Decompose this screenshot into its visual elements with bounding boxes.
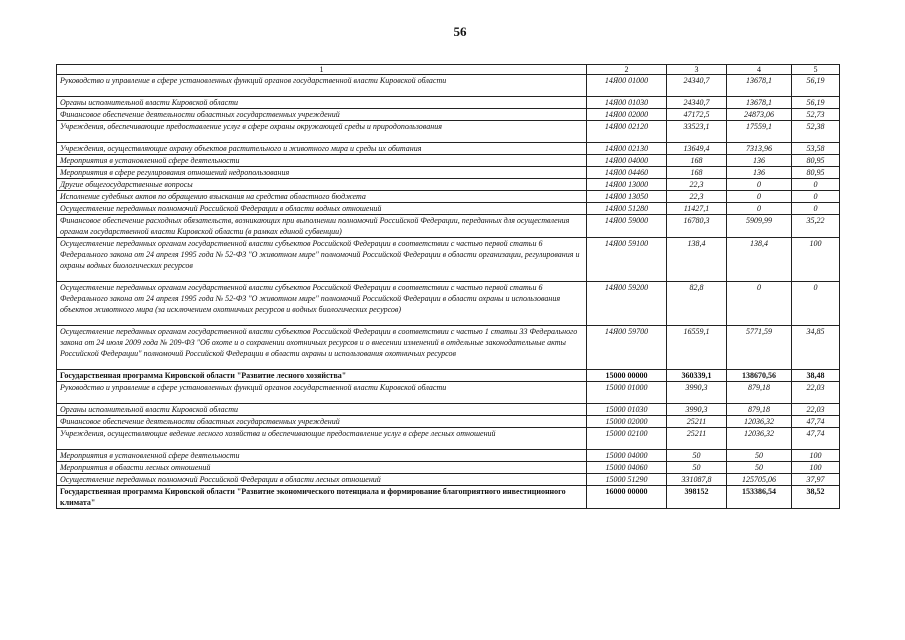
row-plan-cell: 25211 xyxy=(667,416,727,428)
row-percent-cell: 0 xyxy=(792,203,840,215)
row-plan-cell: 22,3 xyxy=(667,179,727,191)
row-plan-cell: 168 xyxy=(667,155,727,167)
row-name-cell: Учреждения, осуществляющие охрану объектов растительного и животного мира и среды их обитания xyxy=(57,143,587,155)
row-code-cell: 14Я00 01000 xyxy=(587,75,667,97)
column-header: 4 xyxy=(727,65,792,75)
table-row xyxy=(57,486,840,509)
table-row xyxy=(57,282,840,326)
row-actual-cell: 879,18 xyxy=(727,404,792,416)
table-row xyxy=(57,97,840,109)
row-plan-cell: 47172,5 xyxy=(667,109,727,121)
row-name-cell: Государственная программа Кировской области "Развитие экономического потенциала и формирование благоприятного инвестиционного климата" xyxy=(57,486,587,509)
row-code-cell: 15000 02100 xyxy=(587,428,667,450)
row-plan-cell: 3990,3 xyxy=(667,382,727,404)
column-header: 3 xyxy=(667,65,727,75)
row-percent-cell: 56,19 xyxy=(792,97,840,109)
column-header: 2 xyxy=(587,65,667,75)
row-percent-cell: 47,74 xyxy=(792,416,840,428)
row-plan-cell: 13649,4 xyxy=(667,143,727,155)
row-percent-cell: 80,95 xyxy=(792,167,840,179)
column-header: 1 xyxy=(57,65,587,75)
row-percent-cell: 100 xyxy=(792,462,840,474)
table-row xyxy=(57,167,840,179)
row-plan-cell: 24340,7 xyxy=(667,97,727,109)
row-code-cell: 15000 01000 xyxy=(587,382,667,404)
table-row xyxy=(57,416,840,428)
table-row xyxy=(57,370,840,382)
table-row xyxy=(57,462,840,474)
row-actual-cell: 0 xyxy=(727,282,792,326)
row-percent-cell: 53,58 xyxy=(792,143,840,155)
row-code-cell: 15000 04060 xyxy=(587,462,667,474)
row-percent-cell: 0 xyxy=(792,179,840,191)
row-percent-cell: 80,95 xyxy=(792,155,840,167)
row-actual-cell: 5909,99 xyxy=(727,215,792,238)
row-percent-cell: 22,03 xyxy=(792,404,840,416)
row-actual-cell: 24873,06 xyxy=(727,109,792,121)
row-actual-cell: 5771,59 xyxy=(727,326,792,370)
row-code-cell: 14Я00 59000 xyxy=(587,215,667,238)
row-percent-cell: 37,97 xyxy=(792,474,840,486)
row-percent-cell: 34,85 xyxy=(792,326,840,370)
row-plan-cell: 16559,1 xyxy=(667,326,727,370)
row-name-cell: Исполнение судебных актов по обращению взыскания на средства областного бюджета xyxy=(57,191,587,203)
table-row xyxy=(57,121,840,143)
row-name-cell: Мероприятия в установленной сфере деятельности xyxy=(57,450,587,462)
table-row xyxy=(57,155,840,167)
row-code-cell: 15000 04000 xyxy=(587,450,667,462)
row-actual-cell: 125705,06 xyxy=(727,474,792,486)
row-percent-cell: 56,19 xyxy=(792,75,840,97)
row-percent-cell: 22,03 xyxy=(792,382,840,404)
row-name-cell: Осуществление переданных органам государственной власти субъектов Российской Федерации в соответствии с частью первой статьи 6 Федерального закона от 24 апреля 1995 года № 52-ФЗ "О животном мире" полномочий Российской Федерации в области охраны и использования объектов животного мира (за исключением охотничьих ресурсов и водных биологических ресурсов) xyxy=(57,282,587,326)
row-actual-cell: 138670,56 xyxy=(727,370,792,382)
row-name-cell: Осуществление переданных полномочий Российской Федерации в области лесных отношений xyxy=(57,474,587,486)
row-actual-cell: 50 xyxy=(727,450,792,462)
row-name-cell: Органы исполнительной власти Кировской области xyxy=(57,97,587,109)
table-row xyxy=(57,238,840,282)
row-code-cell: 15000 01030 xyxy=(587,404,667,416)
table-row xyxy=(57,191,840,203)
row-percent-cell: 52,38 xyxy=(792,121,840,143)
row-name-cell: Учреждения, обеспечивающие предоставление услуг в сфере охраны окружающей среды и природопользования xyxy=(57,121,587,143)
table-row xyxy=(57,179,840,191)
row-actual-cell: 13678,1 xyxy=(727,75,792,97)
row-plan-cell: 82,8 xyxy=(667,282,727,326)
row-actual-cell: 13678,1 xyxy=(727,97,792,109)
row-percent-cell: 35,22 xyxy=(792,215,840,238)
row-code-cell: 14Я00 04000 xyxy=(587,155,667,167)
row-actual-cell: 879,18 xyxy=(727,382,792,404)
row-percent-cell: 0 xyxy=(792,191,840,203)
row-name-cell: Мероприятия в установленной сфере деятельности xyxy=(57,155,587,167)
row-plan-cell: 3990,3 xyxy=(667,404,727,416)
row-actual-cell: 12036,32 xyxy=(727,428,792,450)
table-row xyxy=(57,382,840,404)
row-plan-cell: 398152 xyxy=(667,486,727,509)
row-code-cell: 14Я00 02130 xyxy=(587,143,667,155)
row-actual-cell: 0 xyxy=(727,179,792,191)
row-percent-cell: 38,52 xyxy=(792,486,840,509)
table-body xyxy=(57,75,840,509)
row-plan-cell: 16780,3 xyxy=(667,215,727,238)
row-code-cell: 16000 00000 xyxy=(587,486,667,509)
row-plan-cell: 24340,7 xyxy=(667,75,727,97)
row-actual-cell: 17559,1 xyxy=(727,121,792,143)
row-plan-cell: 22,3 xyxy=(667,191,727,203)
row-code-cell: 15000 51290 xyxy=(587,474,667,486)
row-code-cell: 15000 00000 xyxy=(587,370,667,382)
row-percent-cell: 52,73 xyxy=(792,109,840,121)
row-percent-cell: 100 xyxy=(792,238,840,282)
row-name-cell: Осуществление переданных органам государственной власти субъектов Российской Федерации в соответствии с частью первой статьи 6 Федерального закона от 24 апреля 1995 года № 52-ФЗ "О животном мире" полномочий Российской Федерации в области организации, регулирования и охраны водных биологических ресурсов xyxy=(57,238,587,282)
row-actual-cell: 50 xyxy=(727,462,792,474)
row-code-cell: 14Я00 59700 xyxy=(587,326,667,370)
row-actual-cell: 136 xyxy=(727,167,792,179)
table-row xyxy=(57,75,840,97)
table-row xyxy=(57,143,840,155)
row-name-cell: Учреждения, осуществляющие ведение лесного хозяйства и обеспечивающие предоставление услуг в сфере лесных отношений xyxy=(57,428,587,450)
row-name-cell: Государственная программа Кировской области "Развитие лесного хозяйства" xyxy=(57,370,587,382)
row-code-cell: 14Я00 13050 xyxy=(587,191,667,203)
row-actual-cell: 12036,32 xyxy=(727,416,792,428)
row-name-cell: Мероприятия в области лесных отношений xyxy=(57,462,587,474)
row-percent-cell: 38,48 xyxy=(792,370,840,382)
row-plan-cell: 50 xyxy=(667,450,727,462)
row-name-cell: Финансовое обеспечение деятельности областных государственных учреждений xyxy=(57,109,587,121)
row-code-cell: 14Я00 59200 xyxy=(587,282,667,326)
row-actual-cell: 138,4 xyxy=(727,238,792,282)
row-name-cell: Органы исполнительной власти Кировской области xyxy=(57,404,587,416)
row-actual-cell: 136 xyxy=(727,155,792,167)
table-header-row xyxy=(57,65,840,75)
table-row xyxy=(57,404,840,416)
table-row xyxy=(57,450,840,462)
row-plan-cell: 360339,1 xyxy=(667,370,727,382)
table-row xyxy=(57,326,840,370)
row-plan-cell: 11427,1 xyxy=(667,203,727,215)
row-plan-cell: 168 xyxy=(667,167,727,179)
row-plan-cell: 33523,1 xyxy=(667,121,727,143)
row-plan-cell: 331087,8 xyxy=(667,474,727,486)
row-name-cell: Руководство и управление в сфере установленных функций органов государственной власти Кировской области xyxy=(57,75,587,97)
row-percent-cell: 47,74 xyxy=(792,428,840,450)
row-percent-cell: 100 xyxy=(792,450,840,462)
row-code-cell: 15000 02000 xyxy=(587,416,667,428)
table-row xyxy=(57,203,840,215)
table-row xyxy=(57,109,840,121)
row-actual-cell: 0 xyxy=(727,191,792,203)
row-plan-cell: 138,4 xyxy=(667,238,727,282)
row-name-cell: Осуществление переданных органам государственной власти субъектов Российской Федерации в соответствии с частью 1 статьи 33 Федерального закона от 24 июля 2009 года № 209-ФЗ "Об охоте и о сохранении охотничьих ресурсов и о внесении изменений в отдельные законодательные акты Российской Федерации" полномочий Российской Федерации в области охраны и использования охотничьих ресурсов xyxy=(57,326,587,370)
row-code-cell: 14Я00 01030 xyxy=(587,97,667,109)
row-code-cell: 14Я00 51280 xyxy=(587,203,667,215)
row-name-cell: Руководство и управление в сфере установленных функций органов государственной власти Кировской области xyxy=(57,382,587,404)
row-code-cell: 14Я00 13000 xyxy=(587,179,667,191)
row-actual-cell: 153386,54 xyxy=(727,486,792,509)
row-name-cell: Осуществление переданных полномочий Российской Федерации в области водных отношений xyxy=(57,203,587,215)
row-percent-cell: 0 xyxy=(792,282,840,326)
column-header: 5 xyxy=(792,65,840,75)
page-number: 56 xyxy=(453,24,467,39)
table-row xyxy=(57,428,840,450)
row-name-cell: Мероприятия в сфере регулирования отношений недропользования xyxy=(57,167,587,179)
row-actual-cell: 0 xyxy=(727,203,792,215)
row-name-cell: Финансовое обеспечение расходных обязательств, возникающих при выполнении полномочий Российской Федерации, переданных для осуществления органам государственной власти Кировской области (в рамках единой субвенции) xyxy=(57,215,587,238)
row-code-cell: 14Я00 02120 xyxy=(587,121,667,143)
table-row xyxy=(57,215,840,238)
row-code-cell: 14Я00 04460 xyxy=(587,167,667,179)
row-name-cell: Финансовое обеспечение деятельности областных государственных учреждений xyxy=(57,416,587,428)
row-actual-cell: 7313,96 xyxy=(727,143,792,155)
table-row xyxy=(57,474,840,486)
row-code-cell: 14Я00 02000 xyxy=(587,109,667,121)
row-plan-cell: 25211 xyxy=(667,428,727,450)
row-plan-cell: 50 xyxy=(667,462,727,474)
row-code-cell: 14Я00 59100 xyxy=(587,238,667,282)
budget-table xyxy=(56,64,840,509)
row-name-cell: Другие общегосударственные вопросы xyxy=(57,179,587,191)
